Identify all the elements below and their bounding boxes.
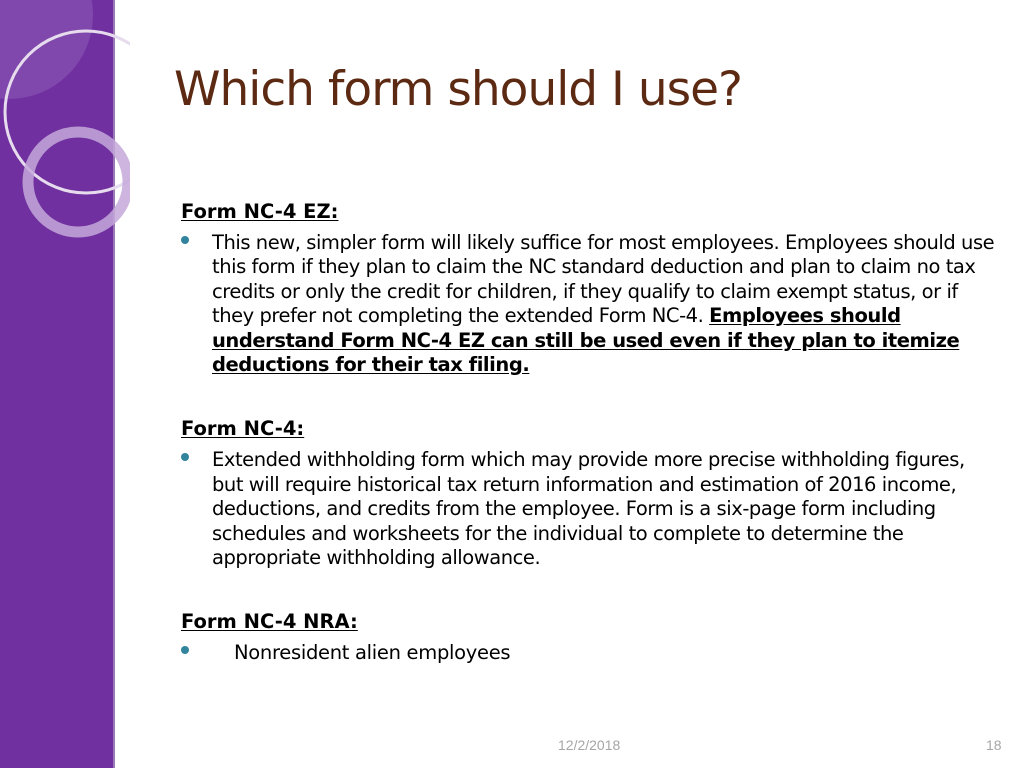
decorative-filled-circle bbox=[0, 0, 93, 99]
slide-content bbox=[181, 196, 996, 666]
bullet-text-nc4-nra: Nonresident alien employees bbox=[234, 641, 511, 665]
section-heading-nc4: Form NC-4: bbox=[181, 417, 305, 441]
bullet-emphasis-nc4-ez: Employees should understand Form NC-4 EZ can still be used even if they plan to itemize deductions for their tax filing. bbox=[212, 304, 960, 377]
bullet-icon bbox=[181, 236, 189, 244]
section-nc4-ez bbox=[181, 196, 996, 377]
decorative-circles bbox=[0, 0, 130, 260]
bullet-item-nc4-ez bbox=[181, 231, 996, 377]
bullet-text-nc4-ez: This new, simpler form will likely suffice for most employees. Employees should use this form if they plan to claim the NC standard deduction and plan to claim no tax credits or only the credit for children, if they qualify to claim exempt status, or if they prefer not completing the extended Form NC-4. bbox=[212, 231, 995, 328]
slide-title: Which form should I use? bbox=[174, 62, 742, 117]
footer-page-number: 18 bbox=[986, 737, 1002, 753]
bullet-icon bbox=[181, 646, 189, 654]
section-nc4 bbox=[181, 413, 996, 570]
bullet-text-nc4: Extended withholding form which may provide more precise withholding figures, but will require historical tax return information and estimation of 2016 income, deductions, and credits from the employee. Form is a six-page form including schedules and worksheets for the individual to complete to determine the appropriate withholding allowance. bbox=[212, 448, 965, 570]
section-heading-nc4-ez: Form NC-4 EZ: bbox=[181, 200, 339, 223]
section-nc4-nra bbox=[181, 606, 996, 665]
section-heading-nc4-nra: Form NC-4 NRA: bbox=[181, 610, 358, 634]
footer-date: 12/2/2018 bbox=[558, 737, 621, 753]
bullet-item-nc4 bbox=[181, 448, 996, 570]
bullet-item-nc4-nra bbox=[181, 641, 996, 665]
bullet-icon bbox=[181, 453, 189, 461]
